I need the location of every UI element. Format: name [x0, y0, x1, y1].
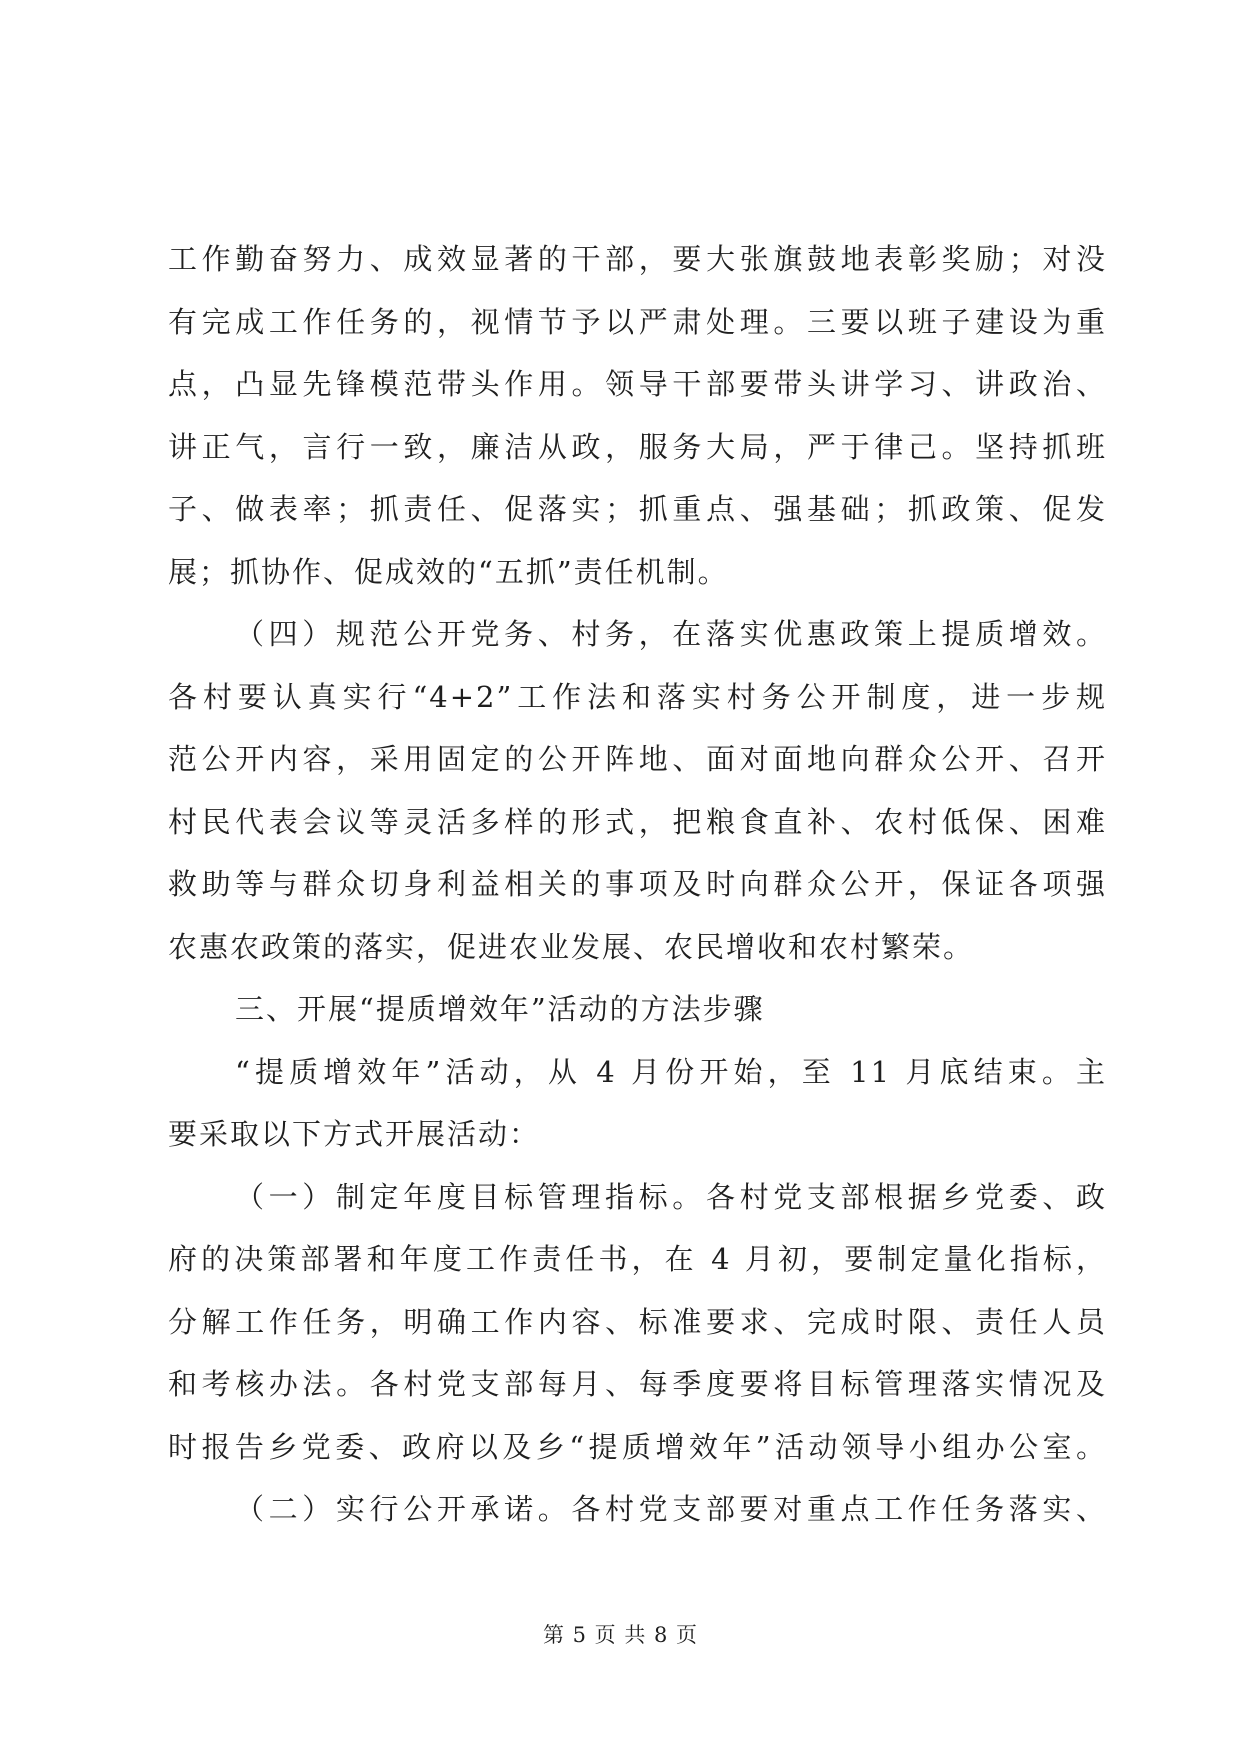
- section-heading-line: （四）规范公开党务、村务，在落实优惠政策上提质增效。: [235, 617, 1107, 651]
- text-line: 村民代表会议等灵活多样的形式，把粮食直补、农村低保、困难: [168, 804, 1107, 839]
- section-heading: 三、开展“提质增效年”活动的方法步骤: [235, 992, 765, 1026]
- text-line: 点，凸显先锋模范带头作用。领导干部要带头讲学习、讲政治、: [168, 367, 1107, 401]
- text-line: 工作勤奋努力、成效显著的干部，要大张旗鼓地表彰奖励；对没: [168, 242, 1107, 276]
- text-line: 农惠农政策的落实，促进农业发展、农民增收和农村繁荣。: [168, 929, 975, 964]
- text-line: 府的决策部署和年度工作责任书，在 4 月初，要制定量化指标，: [168, 1242, 1107, 1276]
- text-line: “提质增效年”活动，从 4 月份开始，至 11 月底结束。主: [235, 1054, 1107, 1089]
- document-body: [168, 228, 1107, 1541]
- section-heading-line: （二）实行公开承诺。各村党支部要对重点工作任务落实、: [235, 1492, 1107, 1526]
- text-line: 子、做表率；抓责任、促落实；抓重点、强基础；抓政策、促发: [168, 492, 1107, 526]
- page-number-footer: 第 5 页 共 8 页: [542, 1623, 699, 1647]
- text-line: 讲正气，言行一致，廉洁从政，服务大局，严于律己。坚持抓班: [168, 429, 1107, 464]
- text-line: 和考核办法。各村党支部每月、每季度要将目标管理落实情况及: [168, 1367, 1107, 1401]
- text-line: 有完成工作任务的，视情节予以严肃处理。三要以班子建设为重: [168, 304, 1107, 339]
- text-line: 救助等与群众切身利益相关的事项及时向群众公开，保证各项强: [168, 867, 1107, 901]
- text-line: 各村要认真实行“4+2”工作法和落实村务公开制度，进一步规: [168, 679, 1107, 714]
- text-line: 要采取以下方式开展活动：: [168, 1117, 541, 1151]
- text-line: 范公开内容，采用固定的公开阵地、面对面地向群众公开、召开: [168, 742, 1107, 776]
- text-line: 分解工作任务，明确工作内容、标准要求、完成时限、责任人员: [168, 1304, 1107, 1339]
- text-line: 展；抓协作、促成效的“五抓”责任机制。: [168, 554, 729, 589]
- section-heading-line: （一）制定年度目标管理指标。各村党支部根据乡党委、政: [235, 1179, 1107, 1214]
- text-line: 时报告乡党委、政府以及乡“提质增效年”活动领导小组办公室。: [168, 1429, 1107, 1464]
